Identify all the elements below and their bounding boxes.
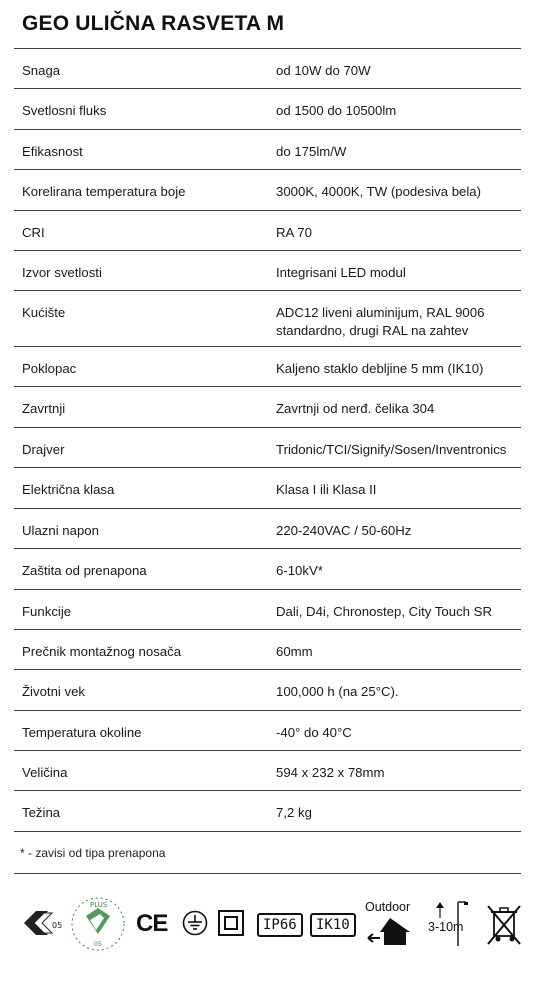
spec-row: [14, 129, 521, 170]
spec-row: [14, 589, 521, 630]
spec-label: Veličina: [22, 765, 68, 780]
ce-mark-icon: CE: [136, 910, 168, 937]
spec-label: Životni vek: [22, 684, 86, 699]
spec-value-line2: standardno, drugi RAL na zahtev: [276, 323, 469, 338]
ik10-badge: IK10: [310, 913, 356, 937]
mounting-height-label: 3-10m: [428, 920, 464, 934]
spec-value: Integrisani LED modul: [276, 265, 406, 280]
plus-certification-icon: [70, 896, 126, 952]
spec-row: [14, 346, 521, 387]
spec-label: Zaštita od prenapona: [22, 563, 147, 578]
spec-value: 7,2 kg: [276, 805, 312, 820]
spec-row: [14, 210, 521, 251]
spec-value: Klasa I ili Klasa II: [276, 482, 377, 497]
weee-bin-icon: [486, 904, 522, 946]
spec-row: [14, 508, 521, 549]
spec-value: Zavrtnji od nerđ. čelika 304: [276, 401, 435, 416]
spec-label: Izvor svetlosti: [22, 265, 102, 280]
certification-icons: [0, 890, 542, 960]
spec-row: [14, 629, 521, 670]
spec-row: [14, 467, 521, 509]
spec-value: -40° do 40°C: [276, 725, 352, 740]
spec-label: Kućište: [22, 305, 66, 320]
spec-row: [14, 710, 521, 751]
spec-label: Poklopac: [22, 361, 77, 376]
spec-row: [14, 88, 521, 130]
spec-label: Drajver: [22, 442, 65, 457]
spec-row: [14, 669, 521, 711]
spec-value: 100,000 h (na 25°C).: [276, 684, 399, 699]
spec-label: Snaga: [22, 63, 61, 78]
spec-label: Električna klasa: [22, 482, 115, 497]
spec-value: 220-240VAC / 50-60Hz: [276, 523, 412, 538]
class-ii-icon: [218, 910, 244, 936]
spec-label: Težina: [22, 805, 61, 820]
spec-label: CRI: [22, 225, 45, 240]
ip66-badge: IP66: [257, 913, 303, 937]
spec-value: Kaljeno staklo debljine 5 mm (IK10): [276, 361, 484, 376]
spec-value: do 175lm/W: [276, 144, 347, 159]
spec-label: Svetlosni fluks: [22, 103, 107, 118]
spec-label: Temperatura okoline: [22, 725, 142, 740]
spec-value: RA 70: [276, 225, 312, 240]
spec-row: [14, 250, 521, 291]
spec-label: Funkcije: [22, 604, 72, 619]
spec-value: 6-10kV*: [276, 563, 323, 578]
spec-label: Korelirana temperatura boje: [22, 184, 186, 199]
spec-row: [14, 386, 521, 428]
spec-label: Zavrtnji: [22, 401, 66, 416]
eac-mark-icon: [22, 908, 64, 938]
spec-value: od 1500 do 10500lm: [276, 103, 397, 118]
outdoor-label: Outdoor: [365, 900, 411, 914]
footnote: * - zavisi od tipa prenapona: [20, 846, 166, 860]
eac-number: 05: [52, 921, 63, 930]
plus-number: 05: [94, 941, 102, 948]
spec-value: 594 x 232 x 78mm: [276, 765, 385, 780]
bottom-divider: [14, 873, 521, 874]
spec-row: [14, 750, 521, 791]
outdoor-house-icon: [366, 916, 414, 946]
spec-value: ADC12 liveni aluminijum, RAL 9006: [276, 305, 485, 320]
spec-label: Efikasnost: [22, 144, 83, 159]
spec-row: [14, 48, 521, 89]
page-title: GEO ULIČNA RASVETA M: [22, 12, 285, 35]
spec-value: 3000K, 4000K, TW (podesiva bela): [276, 184, 482, 199]
earth-ground-icon: [182, 910, 208, 936]
plus-label: PLUS: [90, 901, 108, 909]
spec-label: Ulazni napon: [22, 523, 99, 538]
spec-value: Tridonic/TCI/Signify/Sosen/Inventronics: [276, 442, 507, 457]
spec-label: Prečnik montažnog nosača: [22, 644, 182, 659]
spec-row: [14, 290, 521, 347]
spec-row: [14, 169, 521, 211]
spec-value: 60mm: [276, 644, 313, 659]
spec-row: [14, 790, 521, 832]
spec-value: od 10W do 70W: [276, 63, 371, 78]
spec-row: [14, 548, 521, 590]
spec-row: [14, 427, 521, 468]
spec-value: Dali, D4i, Chronostep, City Touch SR: [276, 604, 492, 619]
